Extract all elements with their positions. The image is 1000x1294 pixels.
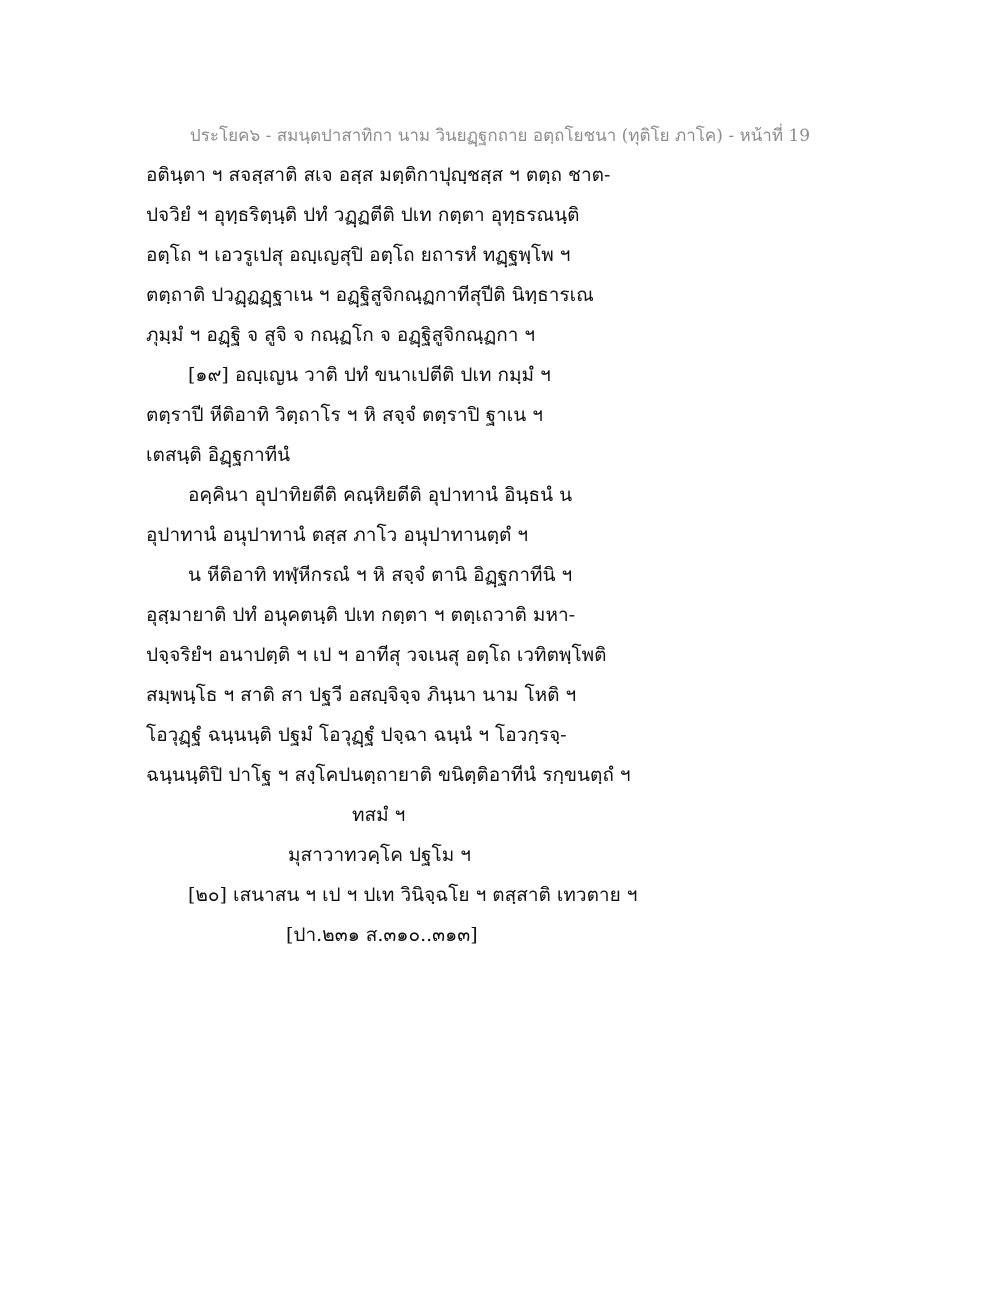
page-header: ประโยค๖ - สมนฺตปาสาทิกา นาม วินยฏฺฐกถาย อตฺถโยชนา (ทุติโย ภาโค) - หน้าที่ 19 [189, 126, 811, 146]
text-line-6: [๑๙] อญฺเญน วาติ ปทํ ขนาเปตีติ ปเท กมฺมํ ฯ [188, 364, 551, 386]
text-line-14: สมฺพนฺโธ ฯ สาติ สา ปฐวี อสญฺจิจฺจ ภินฺนา นาม โหติ ฯ [146, 684, 577, 706]
text-line-1: อตินฺตา ฯ สจสฺสาติ สเจ อสฺส มตฺติกาปุญฺชสฺส ฯ ตตฺถ ชาต- [146, 164, 611, 186]
text-line-16: ฉนฺนนฺติปิ ปาโฐ ฯ สงฺโคปนตฺถายาติ ขนิตฺติอาทีนํ รกฺขนตฺถํ ฯ [146, 764, 631, 786]
text-line-13: ปจฺจริยํฯ อนาปตฺติ ฯ เป ฯ อาทีสุ วจเนสุ อตฺโถ เวทิตพฺโพติ [146, 644, 607, 666]
page-reference: [ปา.๒๓๑ ส.๓๑๐..๓๑๓] [286, 924, 478, 946]
text-line-11: น หีติอาทิ ทฬฺหีกรณํ ฯ หิ สจฺจํ ตานิ อิฏฺฐกาทีนิ ฯ [188, 564, 573, 586]
text-line-7: ตตฺราปี หีติอาทิ วิตฺถาโร ฯ หิ สจฺจํ ตตฺราปิ ฐาเน ฯ [146, 404, 543, 426]
text-line-15: โอวุฏฺฐํ ฉนฺนนฺติ ปฐมํ โอวุฏฺฐํ ปจฺฉา ฉนฺนํ ฯ โอวกฺรจฺ- [146, 724, 567, 746]
text-line-19: [๒๐] เสนาสน ฯ เป ฯ ปเท วินิจฺฉโย ฯ ตสฺสาติ เทวตาย ฯ [188, 884, 638, 906]
chapter-end-label: มุสาวาทวคฺโค ปฐโม ฯ [288, 844, 471, 866]
text-line-10: อุปาทานํ อนุปาทานํ ตสฺส ภาโว อนุปาทานตฺตํ ฯ [146, 524, 529, 546]
text-line-5: ภุมฺมํ ฯ อฏฺฐิ จ สูจิ จ กณฺฏโก จ อฏฺฐิสูจิกณฺฏกา ฯ [146, 324, 536, 346]
text-line-8: เตสนฺติ อิฏฺฐกาทีนํ [146, 444, 291, 466]
text-line-4: ตตฺถาติ ปวฏฺฏฏฺฐาเน ฯ อฏฺฐิสูจิกณฺฏกาทีสุปีติ นิทฺธารเณ [146, 284, 594, 306]
text-line-9: อคฺคินา อุปาทิยตีติ คณฺหิยตีติ อุปาทานํ อินฺธนํ น [188, 484, 573, 506]
text-line-12: อุสฺมายาติ ปทํ อนุคตนฺติ ปเท กตฺตา ฯ ตตฺเถวาติ มหา- [146, 604, 576, 626]
text-line-2: ปจวิยํ ฯ อุทฺธริตฺนฺติ ปทํ วฏฺฏตีติ ปเท กตฺตา อุทฺธรณนฺติ [146, 204, 580, 226]
section-end-label: ทสมํ ฯ [352, 804, 406, 826]
text-line-3: อตฺโถ ฯ เอวรูเปสุ อญฺเญสุปิ อตฺโถ ยถารหํ ทฏฺฐพฺโพ ฯ [146, 244, 571, 266]
